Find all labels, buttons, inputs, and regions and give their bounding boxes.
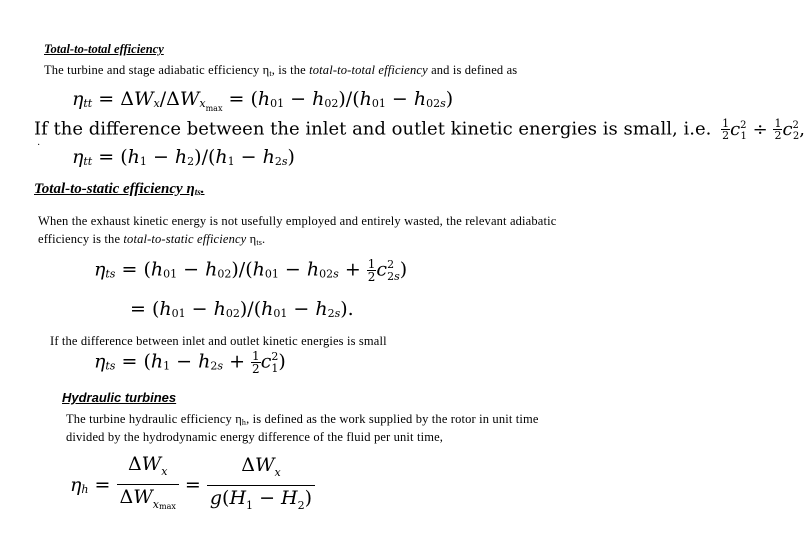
intro-emphasis: total-to-total efficiency — [309, 63, 428, 77]
hydraulic-line1-b: , is defined as the work supplied by the rotor in unit time — [246, 412, 539, 426]
ts-line2-emphasis: total-to-static efficiency — [123, 232, 247, 246]
heading2-end: . — [200, 181, 205, 197]
hydraulic-line1-a: The turbine hydraulic efficiency η — [66, 412, 242, 426]
condition-text-1: If the difference between the inlet and outlet kinetic energies is small, i.e. — [34, 118, 712, 140]
intro-sub: t — [269, 69, 272, 78]
equation-eta-ts-2: = (h01 − h02)/(h01 − h2s). — [130, 298, 354, 320]
equation-eta-ts-1: ηts = (h01 − h02)/(h01 − h02s + $\frac{1}{2}$ $c^2_{2s}$) — [94, 257, 408, 284]
intro-total-to-total — [44, 62, 517, 82]
heading-hydraulic-turbines: Hydraulic turbines — [62, 390, 177, 405]
intro-text-b: , is the — [271, 63, 310, 77]
intro-text-a: The turbine and stage adiabatic efficiency η — [44, 63, 270, 77]
ts-line2-sub: ts — [256, 238, 262, 247]
condition-line-1: If the difference between the inlet and outlet kinetic energies is small, i.e. $\frac{1}{2}$ $c^2_1$ ÷ $\frac{1}{2}$ $c^2_2$, — [34, 117, 805, 143]
total-to-static-line-1: When the exhaust kinetic energy is not usefully employed and entirely wasted, the relevant adiabatic — [38, 214, 557, 228]
total-to-static-line-2 — [38, 231, 265, 251]
stray-mark: · — [37, 140, 41, 151]
equation-eta-tt-static: ηtt = (h1 − h2)/(h1 − h2s) — [72, 146, 295, 168]
heading-total-to-static — [34, 181, 204, 198]
equation-eta-ts-3: ηts = (h1 − h2s + $\frac{1}{2}$ $c^2_1$) — [94, 349, 286, 376]
ts-line2-b: η — [246, 232, 257, 246]
intro-text-c: and is defined as — [427, 63, 518, 77]
ts-line2-a: efficiency is the — [38, 232, 124, 246]
equation-eta-tt-total: ηtt = ΔWx/ΔWx$_{max}$ = (h01 − h02)/(h01 − h02s) — [72, 88, 454, 113]
ts-line2-c: . — [262, 232, 266, 246]
heading2-sub: ts — [194, 187, 201, 197]
equation-eta-h: ηh = $\frac{\Delta W_x}{\Delta W_{xmax}}$ = $\frac{\Delta W_x}{g(H_1 - H_2)}$ — [70, 452, 315, 512]
heading-total-to-total: Total-to-total efficiency — [44, 42, 164, 56]
total-to-static-condition: If the difference between inlet and outlet kinetic energies is small — [50, 334, 387, 348]
hydraulic-line-2: divided by the hydrodynamic energy difference of the fluid per unit time, — [66, 430, 444, 444]
hydraulic-line-1 — [66, 411, 539, 431]
hydraulic-line1-sub: h — [241, 418, 247, 427]
heading2-text: Total-to-static efficiency η — [34, 181, 195, 197]
